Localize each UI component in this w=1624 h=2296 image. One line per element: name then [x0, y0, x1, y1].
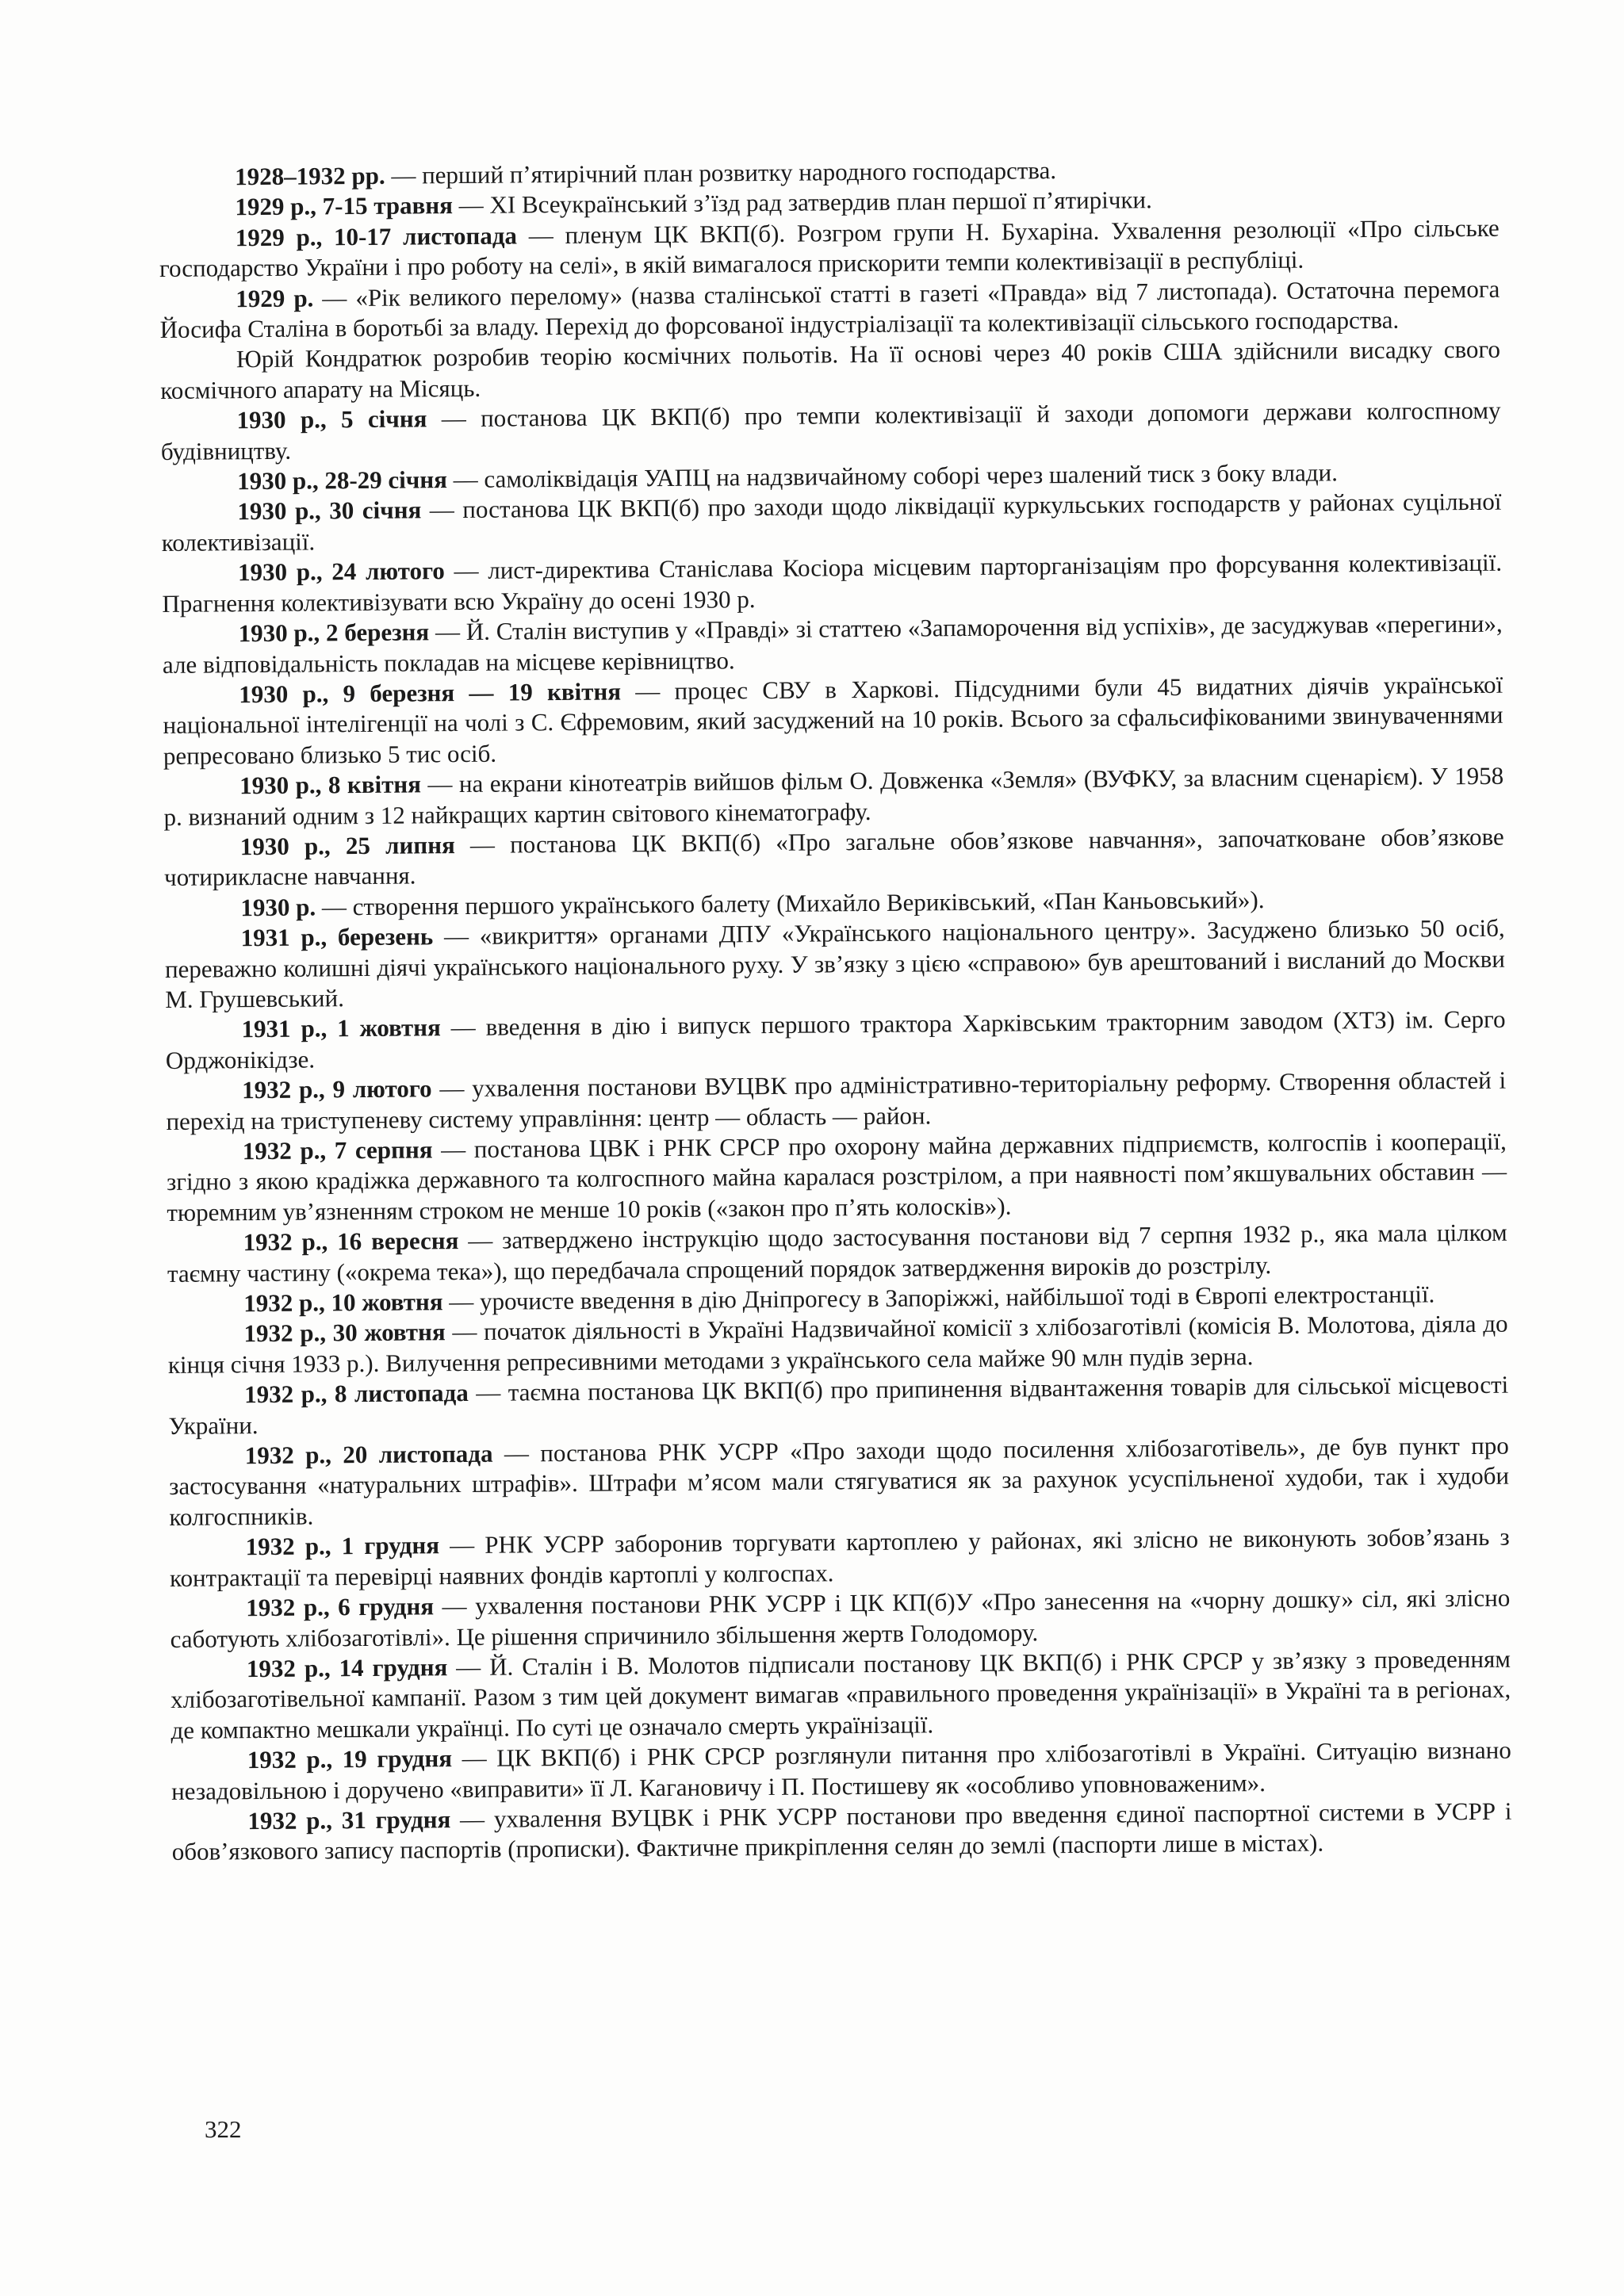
entry-text: — постанова ЦВК і РНК СРСР про охорону майна державних підприємств, колгоспів і кооперації, згідно з якою крадіжка державного та колгоспного майна каралася розстрілом, а при наявності пом’якшувальних обставин — тюремним ув’язненням строком не менше 10 років («закон про п’ять колосків»).	[166, 1127, 1507, 1226]
chronology-entry	[160, 396, 1501, 467]
entry-date: 1930 р., 28-29 січня	[237, 465, 448, 496]
entry-date: 1930 р., 2 березня	[238, 618, 430, 648]
entry-text: — «Рік великого перелому» (назва сталінської статті в газеті «Правда» від 7 листопада). Остаточна перемога Йосифа Сталіна в боротьбі за владу. Перехід до форсованої індустріалізації та колективізації сільського господарства.	[159, 274, 1500, 344]
entry-date: 1932 р., 20 листопада	[244, 1439, 493, 1470]
entry-text: — Й. Сталін і В. Молотов підписали постанову ЦК ВКП(б) і РНК СРСР у зв’язку з проведенням хлібозаготівельної кампанії. Разом з тим цей документ вимагав «правильного проведення українізації» в Україні та в регіонах, де компактно мешкали українці. По суті це означало смерть українізації.	[170, 1644, 1511, 1744]
chronology-entry	[159, 213, 1500, 285]
entry-date: 1931 р., 1 жовтня	[241, 1013, 441, 1043]
entry-date: 1932 р., 7 серпня	[242, 1135, 433, 1165]
chronology-entry	[166, 1066, 1507, 1137]
entry-date: 1929 р., 7-15 травня	[235, 191, 454, 221]
page-number: 322	[205, 2115, 242, 2143]
chronology-entry	[167, 1127, 1507, 1228]
chronology-entry	[171, 1735, 1512, 1807]
chronology-entry	[159, 274, 1500, 345]
chronology-entry	[170, 1644, 1511, 1746]
chronology-entry	[162, 548, 1503, 619]
entry-date: 1929 р.	[236, 284, 314, 312]
entry-text: — Й. Сталін виступив у «Правді» зі статтею «Запаморочення від успіхів», де засуджував «перегини», але відповідальність покладав на місцеве керівництво.	[162, 609, 1503, 679]
entry-date: 1929 р., 10-17 листопада	[235, 221, 518, 252]
entry-text: — «викриття» органами ДПУ «Українського національного центру». Засуджено близько 50 осіб, переважно колишні діячі українського національного руху. У зв’язку з цією «справою» був арештований і висланий до Москви М. Грушевський.	[164, 913, 1506, 1013]
chronology-entry	[163, 609, 1503, 680]
chronology-entry	[169, 1431, 1510, 1533]
entry-text: — ухвалення постанови ВУЦВК про адміністративно-територіальну реформу. Створення областей і перехід на триступеневу систему управління: центр — область — район.	[166, 1066, 1507, 1135]
chronology-entry	[171, 1797, 1512, 1868]
entry-text: — ухвалення ВУЦВК і РНК УСРР постанови про введення єдиної паспортної системи в УСРР і обов’язкового запису паспортів (прописки). Фактичне прикріплення селян до землі (паспорти лише в містах).	[171, 1797, 1512, 1866]
entry-date: 1930 р., 5 січня	[236, 404, 427, 434]
entry-date: 1932 р., 1 грудня	[245, 1531, 440, 1561]
chronology-entry	[168, 1370, 1509, 1441]
entry-date: 1928–1932 рр.	[235, 161, 385, 191]
chronology-entry	[164, 822, 1505, 894]
entry-text: — початок діяльності в Україні Надзвичайної комісії з хлібозаготівлі (комісія В. Молотова, діяла до кінця січня 1933 р.). Вилучення репресивними методами з українського села майже 90 млн пудів зерна.	[167, 1310, 1508, 1379]
entry-text: — XI Всеукраїнський з’їзд рад затвердив план першої п’ятирічки.	[452, 186, 1152, 220]
entry-text: Юрій Кондратюк розробив теорію космічних польотів. На її основі через 40 років США здійснили висадку свого космічного апарату на Місяць.	[160, 335, 1501, 404]
entry-text: — таємна постанова ЦК ВКП(б) про припинення відвантаження товарів для сільської місцевості України.	[168, 1370, 1509, 1440]
entry-text: — пленум ЦК ВКП(б). Розгром групи Н. Бухаріна. Ухвалення резолюції «Про сільське господарство України і про роботу на селі», в якій вимагалося прискорити темпи колективізації в республіці.	[159, 213, 1500, 283]
entry-date: 1932 р., 31 грудня	[247, 1805, 451, 1835]
entry-date: 1932 р., 10 жовтня	[243, 1288, 443, 1318]
chronology-entry	[163, 670, 1503, 771]
entry-date: 1930 р., 9 березня — 19 квітня	[239, 677, 622, 709]
entry-text: — лист-директива Станіслава Косіора місцевим парторганізаціям про форсування колективізації. Прагнення колективізувати всю Україну до осені 1930 р.	[162, 548, 1503, 618]
chronology-entry	[165, 913, 1506, 1015]
entry-date: 1930 р., 24 лютого	[237, 557, 445, 587]
entry-text: — на екрани кінотеатрів вийшов фільм О. Довженка «Земля» (ВУФКУ, за власним сценарієм). У 1958 р. визнаний одним з 12 найкращих картин світового кінематографу.	[163, 761, 1504, 831]
entry-text: — ухвалення постанови РНК УСРР і ЦК КП(б)У «Про занесення на «чорну дошку» сіл, які злісно саботують хлібозаготівлі». Це рішення спричинило збільшення жертв Голодомору.	[170, 1583, 1511, 1653]
entry-date: 1932 р., 8 листопада	[244, 1379, 469, 1409]
entry-text: — введення в дію і випуск першого трактора Харківським тракторним заводом (ХТЗ) ім. Серго Орджонікідзе.	[165, 1005, 1506, 1074]
entry-text: — створення першого українського балету (Михайло Вериківський, «Пан Каньовський»).	[315, 885, 1265, 921]
chronology-entry	[161, 487, 1502, 558]
chronology-entry	[170, 1522, 1511, 1594]
entry-date: 1930 р., 8 квітня	[239, 770, 422, 800]
chronology-entry	[163, 761, 1504, 832]
entry-text: — ЦК ВКП(б) і РНК СРСР розглянули питання про хлібозаготівлі в Україні. Ситуацію визнано незадовільною і доручено «виправити» її Л. Кагановичу і П. Постишеву як «особливо уповноваженим».	[170, 1735, 1511, 1805]
entry-text: — постанова РНК УСРР «Про заходи щодо посилення хлібозаготівель», де був пункт про застосування «натуральних штрафів». Штрафи м’ясом мали стягуватися як за рахунок усуспільненої худоби, так і худоби колгоспників.	[168, 1431, 1510, 1531]
chronology-text	[159, 152, 1512, 1868]
entry-date: 1932 р., 9 лютого	[242, 1074, 432, 1104]
entry-date: 1930 р.	[240, 893, 316, 921]
entry-text: — процес СВУ в Харкові. Підсудними були 45 видатних діячів української національної інтелігенції на чолі з С. Єфремовим, який засуджений на 10 років. Всього за сфальсифікованими звинуваченнями репресовано близько 5 тис осіб.	[163, 670, 1503, 770]
entry-date: 1932 р., 16 вересня	[243, 1226, 459, 1257]
chronology-entry	[167, 1218, 1508, 1289]
chronology-entry	[160, 335, 1501, 406]
entry-date: 1931 р., березень	[240, 922, 434, 952]
entry-date: 1930 р., 25 липня	[239, 831, 455, 861]
entry-date: 1932 р., 14 грудня	[246, 1653, 448, 1683]
entry-date: 1932 р., 19 грудня	[247, 1744, 453, 1774]
entry-text: — перший п’ятирічний план розвитку народного господарства.	[385, 156, 1057, 189]
chronology-entry	[167, 1309, 1508, 1380]
entry-text: — затверджено інструкцію щодо застосування постанови від 7 серпня 1932 р., яка мала цілком таємну частину («окрема тека»), що передбачала спрощений порядок затвердження вироків до розстрілу.	[167, 1218, 1507, 1288]
entry-date: 1932 р., 6 грудня	[246, 1592, 435, 1622]
entry-text: — самоліквідація УАПЦ на надзвичайному соборі через шалений тиск з боку влади.	[446, 458, 1339, 494]
chronology-entry	[165, 1004, 1506, 1076]
entry-text: — постанова ЦК ВКП(б) про темпи колективізації й заходи допомоги держави колгоспному будівництву.	[160, 396, 1501, 465]
entry-text: — постанова ЦК ВКП(б) про заходи щодо ліквідації куркульських господарств у районах суцільної колективізації.	[161, 488, 1502, 557]
entry-text: — урочисте введення в дію Дніпрогесу в Запоріжжі, найбільшої тоді в Європі електростанції.	[442, 1280, 1435, 1316]
chronology-entry	[170, 1583, 1511, 1655]
entry-text: — постанова ЦК ВКП(б) «Про загальне обов’язкове навчання», започатковане обов’язкове чотирикласне навчання.	[163, 822, 1504, 892]
entry-date: 1930 р., 30 січня	[237, 496, 422, 526]
entry-date: 1932 р., 30 жовтня	[243, 1318, 446, 1348]
entry-text: — РНК УСРР заборонив торгувати картоплею у районах, які злісно не виконують зобов’язань з контрактації та перевірці наявних фондів картоплі у колгоспах.	[169, 1522, 1510, 1592]
